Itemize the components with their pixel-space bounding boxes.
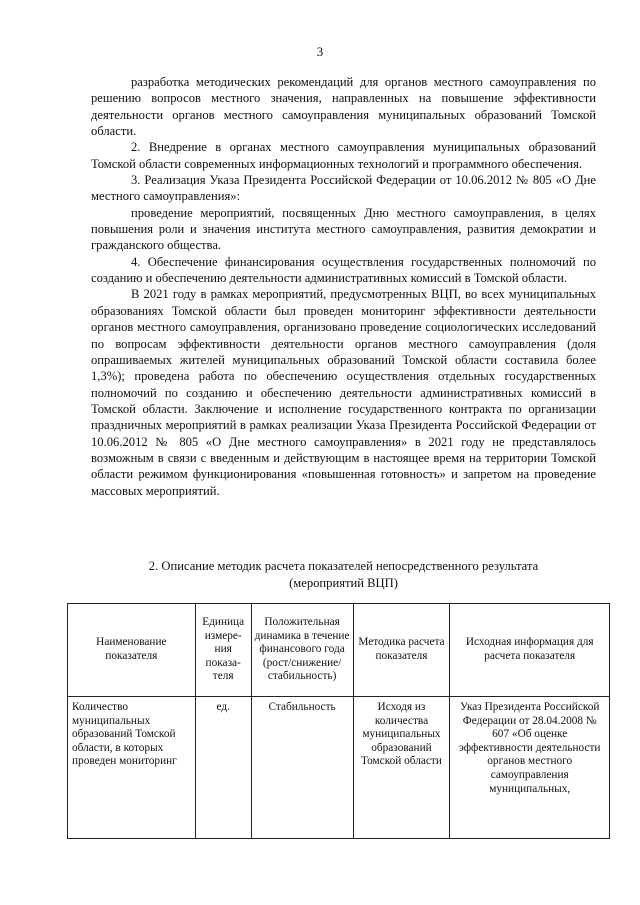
indicators-table bbox=[67, 603, 610, 839]
table-header-row bbox=[68, 604, 610, 697]
cell-unit: ед. bbox=[195, 697, 251, 839]
document-body bbox=[91, 74, 596, 499]
header-method: Методика расчета показателя bbox=[353, 604, 450, 697]
cell-source: Указ Президента Российской Федерации от 28.04.2008 № 607 «Об оценке эффективности деятельности органов местного самоуправления муниципальных, bbox=[450, 697, 610, 839]
header-dynamics: Положительная динамика в течение финансового года (рост/снижение/ стабильность) bbox=[251, 604, 353, 697]
paragraph: 3. Реализация Указа Президента Российской Федерации от 10.06.2012 № 805 «О Дне местного самоуправления»: bbox=[91, 173, 596, 204]
header-indicator-name: Наименование показателя bbox=[68, 604, 196, 697]
header-source: Исходная информация для расчета показателя bbox=[450, 604, 610, 697]
cell-dynamics: Стабильность bbox=[251, 697, 353, 839]
paragraph: разработка методических рекомендаций для органов местного самоуправления по решению вопросов местного значения, направленных на повышение эффективности деятельности органов местного самоуправления муниципальных образований Томской области. bbox=[91, 75, 596, 139]
paragraph: 4. Обеспечение финансирования осуществления государственных полномочий по созданию и обеспечению деятельности административных комиссий в Томской области. bbox=[91, 254, 596, 286]
header-unit: Единица измере-ния показа-теля bbox=[195, 604, 251, 697]
paragraph: проведение мероприятий, посвященных Дню местного самоуправления, в целях повышения роли и значения института местного самоуправления, развития демократии и гражданского общества. bbox=[91, 205, 596, 253]
cell-method: Исходя из количества муниципальных образований Томской области bbox=[353, 697, 450, 839]
table-row bbox=[68, 697, 610, 839]
section-title-line: 2. Описание методик расчета показателей непосредственного результата bbox=[148, 559, 539, 573]
paragraph: В 2021 году в рамках мероприятий, предусмотренных ВЦП, во всех муниципальных образованиях Томской области был проведен мониторинг эффективности деятельности органов местного самоуправления, организовано проведение социологических исследований по вопросам эффективности деятельности органов местного самоуправления (доля опрашиваемых жителей муниципальных образований Томской области составила более 1,3%); проведена работа по обеспечению осуществления отдельных государственных полномочий по созданию и обеспечению деятельности административных комиссий в Томской области. Заключение и исполнение государственного контракта по организации праздничных мероприятий в рамках реализации Указа Президента Российской Федерации от 10.06.2012 № 805 «О Дне местного самоуправления» в 2021 году не представлялось возможным в связи с введенным и действующим в настоящее время на территории Томской области режимом функционирования «повышенная готовность» и запретом на проведение массовых мероприятий. bbox=[91, 287, 596, 498]
section-title-line: (мероприятий ВЦП) bbox=[289, 575, 398, 590]
section-title bbox=[91, 558, 596, 591]
paragraph: 2. Внедрение в органах местного самоуправления муниципальных образований Томской области современных информационных технологий и программного обеспечения. bbox=[91, 140, 596, 171]
cell-indicator-name: Количество муниципальных образований Томской области, в которых проведен мониторинг bbox=[68, 697, 196, 839]
page-number: 3 bbox=[316, 44, 324, 59]
